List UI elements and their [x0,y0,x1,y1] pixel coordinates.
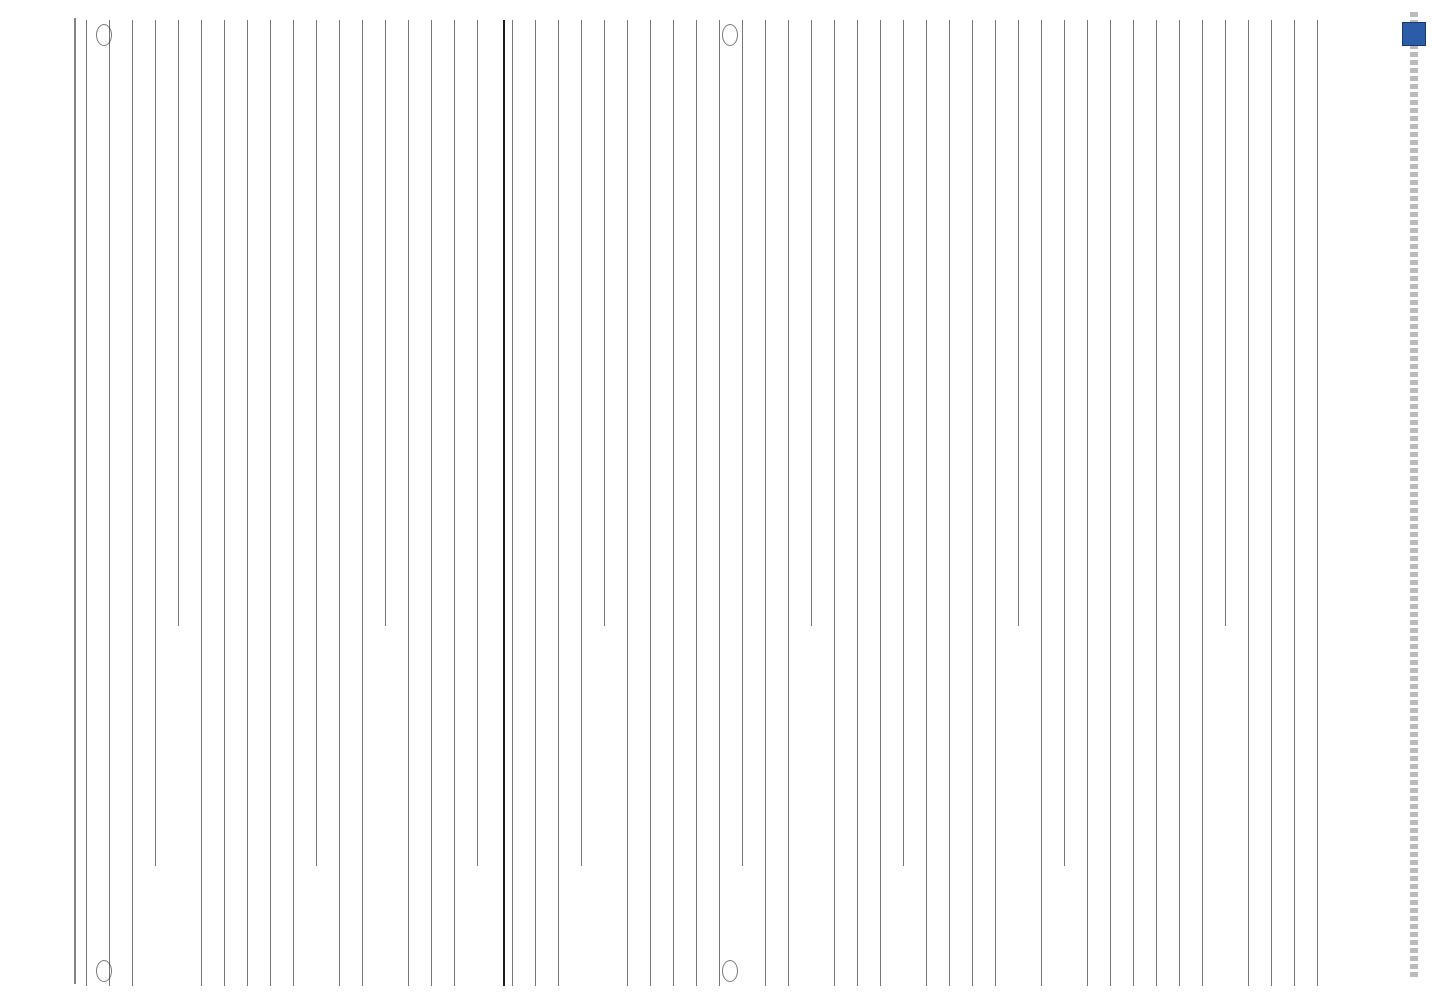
dfg-logo [1402,22,1426,46]
text-line [247,20,248,986]
text-line [972,20,973,986]
text-line [339,20,340,986]
margin-marker [96,960,112,982]
text-line [1179,20,1180,986]
text-line [604,20,605,626]
text-line [673,20,674,986]
text-line [903,20,904,866]
text-line [86,20,87,986]
text-line [880,20,881,986]
text-line [696,20,697,986]
digitization-credit [1410,12,1418,980]
text-line [201,20,202,986]
text-line [224,20,225,986]
text-line [581,20,582,866]
text-line [1248,20,1249,986]
text-line [293,20,294,986]
text-line [1294,20,1295,986]
text-line [1225,20,1226,626]
text-line [535,20,536,986]
text-line [765,20,766,986]
text-line [270,20,271,986]
text-line [477,20,478,866]
text-line [788,20,789,986]
text-line [178,20,179,626]
text-line [650,20,651,986]
right-text-column [512,20,1348,986]
text-line [1087,20,1088,986]
text-line [558,20,559,986]
margin-marker [722,960,738,982]
text-line [1202,20,1203,986]
text-line [719,20,720,986]
text-line [995,20,996,986]
margin-marker [722,24,738,46]
margin-marker [96,24,112,46]
running-header [62,18,76,984]
text-line [1018,20,1019,626]
text-line [109,20,110,986]
text-line [949,20,950,986]
text-line [132,20,133,986]
text-line [362,20,363,986]
text-line [408,20,409,986]
text-line [1271,20,1272,986]
text-line [1064,20,1065,866]
text-line [385,20,386,626]
text-line [811,20,812,626]
text-line [742,20,743,866]
text-line [627,20,628,986]
text-line [512,20,513,986]
column-divider [503,20,505,986]
text-line [1133,20,1134,986]
text-line [834,20,835,986]
left-text-column [86,20,498,986]
text-line [926,20,927,986]
text-line [1041,20,1042,986]
text-line [1110,20,1111,986]
text-line [431,20,432,986]
text-line [857,20,858,986]
text-line [155,20,156,866]
text-line [1317,20,1318,986]
text-line [1156,20,1157,986]
text-line [316,20,317,866]
text-line [454,20,455,986]
